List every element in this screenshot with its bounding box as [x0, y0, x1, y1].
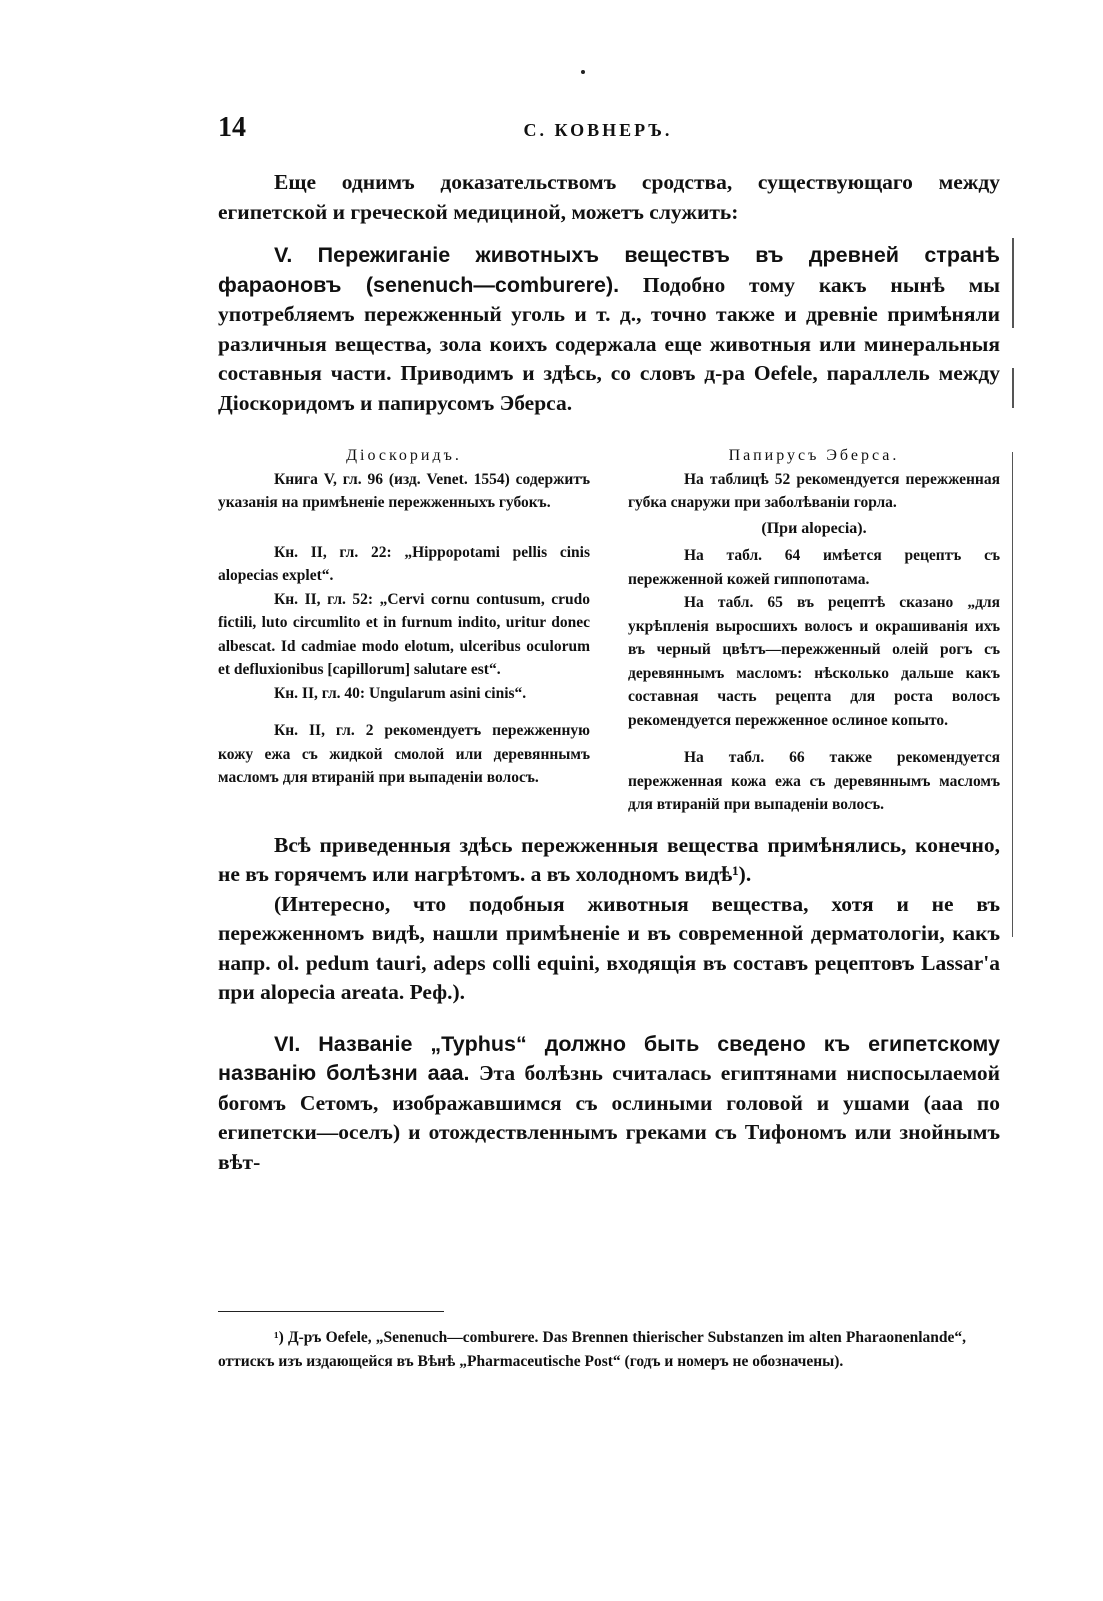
- main-text: [218, 168, 1000, 1177]
- section-5-heading: V. Пережиганіе животныхъ веществъ въ древней странѣ фараоновъ (senenuch—comburere).: [218, 243, 1000, 297]
- margin-line: [1012, 238, 1014, 328]
- left-entry: Кн. II, гл. 22: „Hippopotami pellis cinis alopecias explet“.: [218, 543, 590, 584]
- page-number: 14: [218, 112, 246, 143]
- intro-paragraph: Еще однимъ доказательствомъ сродства, существующаго между египетской и греческой медициной, можетъ служить:: [218, 170, 1000, 224]
- right-column-heading: Папирусъ Эберса.: [728, 447, 900, 464]
- margin-line: [1012, 368, 1014, 408]
- right-entry: На табл. 64 имѣется рецептъ съ пережженной кожей гиппопотама.: [628, 547, 1000, 588]
- comparison-columns: [218, 444, 1000, 817]
- section-6-paragraph: [218, 1030, 1000, 1178]
- section-6-heading: VI. Названіе „Typhus“ должно быть сведено къ египетскому названію болѣзни ааа.: [218, 1031, 1000, 1085]
- right-entry: На табл. 66 также рекомендуется пережженная кожа ежа съ деревяннымъ масломъ для втираній при выпаденіи волосъ.: [628, 749, 1000, 813]
- right-column-ebers-papyrus: [628, 444, 1000, 817]
- alopecia-note: (При alopecia).: [761, 519, 867, 537]
- left-column-dioscorides: [218, 444, 590, 817]
- conclusion-paragraph: Всѣ приведенныя здѣсь пережженныя вещества примѣнялись, конечно, не въ горячемъ или нагрѣтомъ. а въ холодномъ видѣ¹).: [218, 832, 1000, 886]
- left-entry: Кн. II, гл. 40: Ungularum asini cinis“.: [274, 684, 527, 702]
- section-5-paragraph: [218, 241, 1000, 418]
- footnote: ¹) Д-ръ Oefele, „Senenuch—comburere. Das Brennen thierischer Substanzen im alten Pharaonenlande“, оттискъ изъ издающейся въ Вѣнѣ „Pharmaceutische Post“ (годъ и номеръ не обозначены).: [218, 1329, 966, 1370]
- right-entry: На табл. 65 въ рецептѣ сказано „для укрѣпленія выросшихъ волосъ и окрашиванія ихъ въ черный цвѣтъ—пережженный олеій рогъ съ деревяннымъ масломъ: нѣсколько дальше какъ составная часть рецепта для роста волосъ рекомендуется пережженное ослиное копыто.: [628, 594, 1000, 729]
- footnote-rule: [218, 1311, 444, 1312]
- left-entry: Книга V, гл. 96 (изд. Venet. 1554) содержитъ указанія на примѣненіе пережженныхъ губокъ.: [218, 470, 590, 511]
- section-5-body: Подобно тому какъ нынѣ мы употребляемъ пережженный уголь и т. д., точно также и древніе примѣняли различныя вещества, зола коихъ содержала еще животныя или минеральныя составныя части. Приводимъ и здѣсь, со словъ д-ра Oefele, параллель между Діоскоридомъ и папирусомъ Эберса.: [218, 272, 1001, 415]
- page-header: [218, 112, 978, 152]
- left-column-heading: Діоскоридъ.: [346, 447, 462, 464]
- left-entry: Кн. II, гл. 52: „Cervi cornu contusum, crudo fictili, luto circumlito et in furnum indito, uritur donec albescat. Id cadmiae modo elotum, ulceribus oculorum et defluxionibus [capillorum] salutare est“.: [218, 590, 590, 678]
- margin-line: [1012, 452, 1013, 937]
- referee-note-paragraph: (Интересно, что подобныя животныя вещества, хотя и не въ пережженномъ видѣ, нашли примѣненіе и въ современной дерматологіи, какъ напр. ol. pedum tauri, adeps colli equini, входящія въ составъ рецептовъ Lassar'а при alopecia areata. Реф.).: [218, 891, 1000, 1004]
- left-entry: Кн. II, гл. 2 рекомендуетъ пережженную кожу ежа съ жидкой смолой или деревяннымъ масломъ для втираній при выпаденіи волосъ.: [218, 722, 590, 786]
- right-entry: На таблицѣ 52 рекомендуется пережженная губка снаружи при заболѣваніи горла.: [628, 470, 1000, 511]
- running-title: С. КОВНЕРЪ.: [523, 120, 673, 140]
- print-speck: [581, 70, 585, 74]
- section-6-body: Эта болѣзнь считалась египтянами ниспосылаемой богомъ Сетомъ, изображавшимся съ ослиными головой и ушами (ааа по египетски—оселъ) и отождествленнымъ греками съ Тифономъ или знойнымъ вѣт-: [218, 1061, 1000, 1174]
